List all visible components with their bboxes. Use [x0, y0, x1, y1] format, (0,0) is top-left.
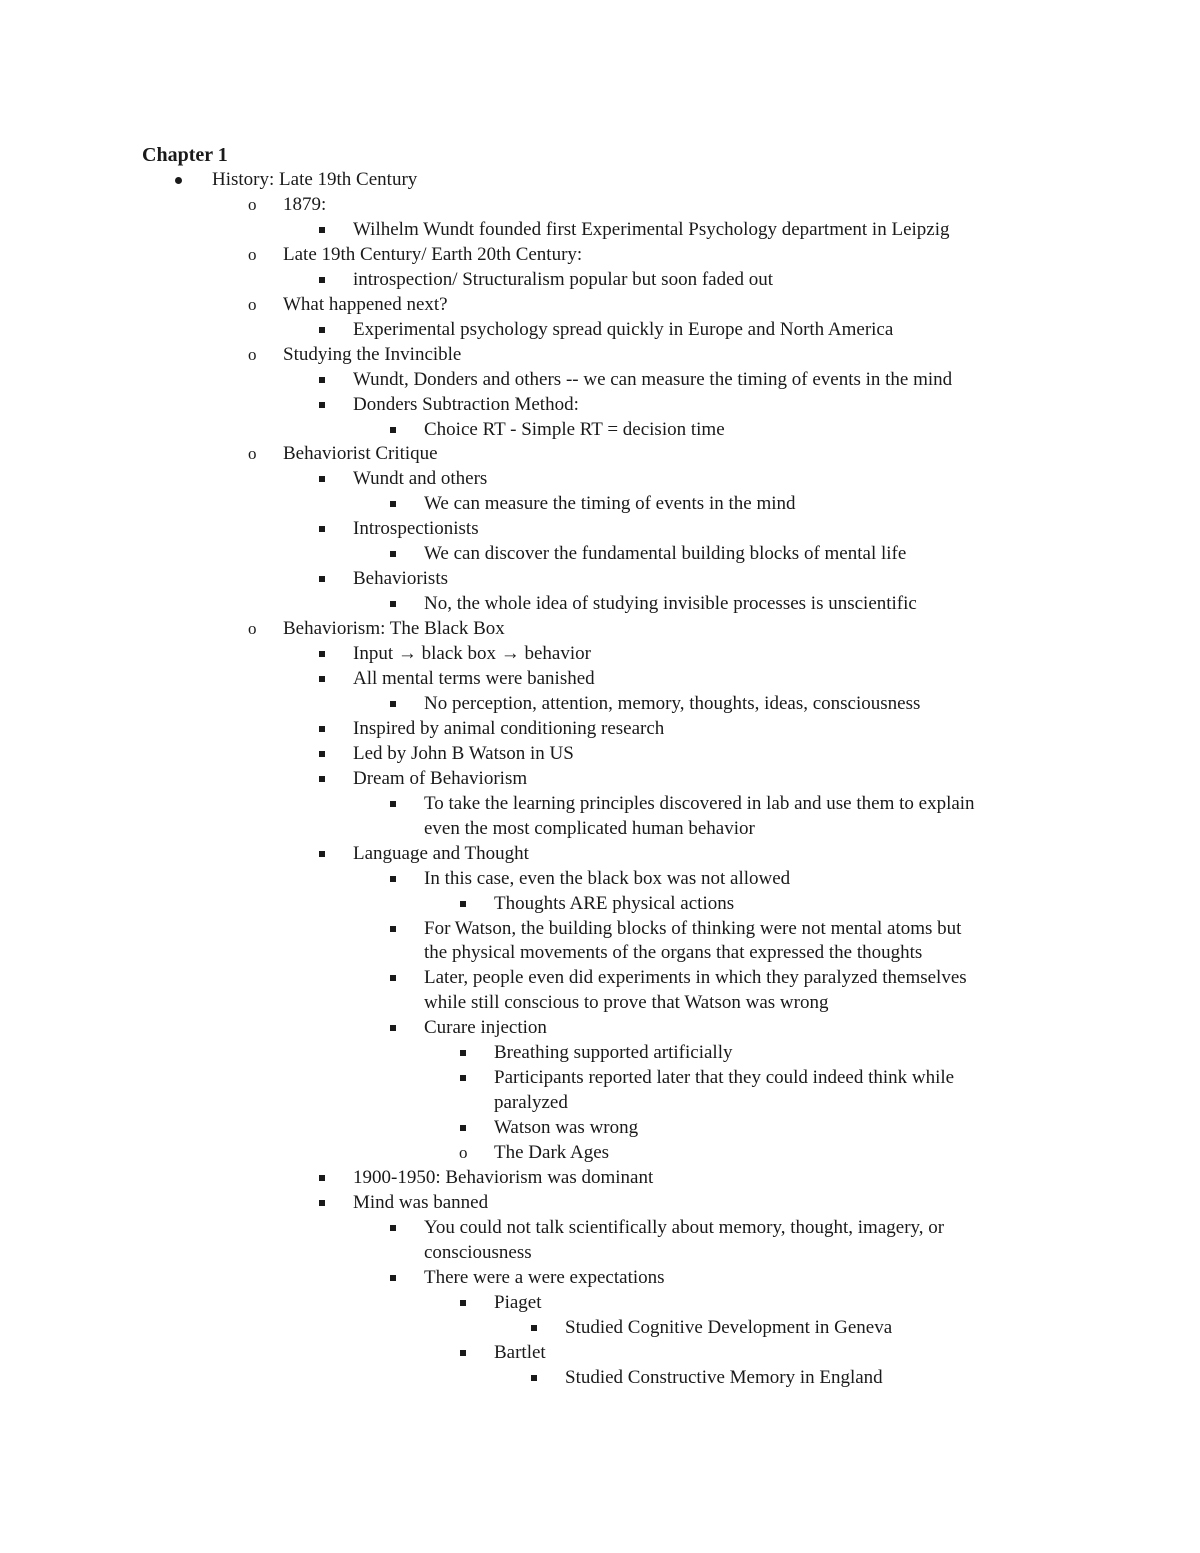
outline-item — [0, 418, 1200, 442]
outline-item-text: What happened next? — [283, 293, 448, 315]
bullet-square-icon — [531, 1375, 537, 1381]
outline-item — [0, 567, 1200, 591]
outline-item-text: Piaget — [494, 1291, 542, 1313]
outline-item-text: Led by John B Watson in US — [353, 742, 574, 764]
outline-item-text: Later, people even did experiments in which they paralyzed themselves — [424, 967, 967, 989]
outline-item — [0, 218, 1200, 242]
outline-item-text: Experimental psychology spread quickly in Europe and North America — [353, 318, 894, 340]
bullet-square-icon — [390, 551, 396, 557]
outline-item — [0, 1291, 1200, 1315]
outline-item — [0, 1241, 1200, 1265]
outline-item — [0, 293, 1200, 317]
outline-item — [0, 892, 1200, 916]
outline-item-text: Studied Cognitive Development in Geneva — [565, 1316, 893, 1338]
outline-item-text: Behaviorist Critique — [283, 443, 438, 465]
outline-item-text: Input → black box → behavior — [353, 643, 591, 665]
bullet-square-icon — [319, 476, 325, 482]
outline-item — [0, 792, 1200, 816]
bullet-square-icon — [319, 1200, 325, 1206]
bullet-square-icon — [390, 1275, 396, 1281]
bullet-square-icon — [460, 901, 466, 907]
outline-item-text: Wundt and others — [353, 468, 488, 490]
outline-item-text: The Dark Ages — [494, 1142, 610, 1164]
outline-item — [0, 717, 1200, 741]
outline-item-text: We can measure the timing of events in the mind — [424, 493, 796, 515]
bullet-circle-icon: o — [248, 619, 257, 639]
outline-item-text: Bartlet — [494, 1341, 546, 1363]
bullet-square-icon — [390, 926, 396, 932]
bullet-square-icon — [460, 1050, 466, 1056]
bullet-square-icon — [319, 751, 325, 757]
bullet-square-icon — [460, 1350, 466, 1356]
outline-item — [0, 1266, 1200, 1290]
bullet-square-icon — [319, 327, 325, 333]
bullet-square-icon — [460, 1300, 466, 1306]
bullet-square-icon — [319, 227, 325, 233]
outline-item-text: History: Late 19th Century — [212, 169, 418, 190]
outline-item — [0, 1116, 1200, 1140]
outline-item-text: Studied Constructive Memory in England — [565, 1366, 883, 1388]
outline-item — [0, 817, 1200, 841]
outline-item — [0, 1166, 1200, 1190]
bullet-square-icon — [319, 402, 325, 408]
outline-item-text: For Watson, the building blocks of thinking were not mental atoms but — [424, 917, 962, 939]
outline-item-text: 1879: — [283, 193, 327, 215]
bullet-square-icon — [390, 601, 396, 607]
outline-item-text: Inspired by animal conditioning research — [353, 717, 665, 739]
outline-item-text: Participants reported later that they could indeed think while — [494, 1067, 955, 1089]
outline-item — [0, 243, 1200, 267]
bullet-square-icon — [319, 1175, 325, 1181]
outline-item-text: To take the learning principles discovered in lab and use them to explain — [424, 792, 975, 814]
bullet-square-icon — [390, 701, 396, 707]
outline-item — [0, 917, 1200, 941]
outline-item-text: No, the whole idea of studying invisible processes is unscientific — [424, 593, 917, 615]
outline-item — [0, 1141, 1200, 1165]
outline-item — [0, 393, 1200, 417]
outline-item — [0, 1316, 1200, 1340]
bullet-circle-icon: o — [248, 444, 257, 464]
outline-item-text: In this case, even the black box was not allowed — [424, 867, 791, 889]
outline-item — [0, 592, 1200, 616]
outline-item-text: Mind was banned — [353, 1191, 489, 1213]
outline-item-text: Thoughts ARE physical actions — [494, 892, 735, 914]
outline-item — [0, 1066, 1200, 1090]
outline-item-text: introspection/ Structuralism popular but soon faded out — [353, 268, 774, 290]
outline-item — [0, 941, 1200, 965]
bullet-circle-icon: o — [248, 194, 257, 214]
outline-item — [0, 517, 1200, 541]
bullet-square-icon — [319, 776, 325, 782]
outline-item-text: while still conscious to prove that Watson was wrong — [424, 992, 829, 1014]
bullet-square-icon — [531, 1325, 537, 1331]
outline-item-text: the physical movements of the organs that expressed the thoughts — [424, 942, 923, 964]
bullet-square-icon — [390, 1025, 396, 1031]
outline-item — [0, 966, 1200, 990]
outline-item-text: even the most complicated human behavior — [424, 817, 755, 839]
bullet-square-icon — [319, 726, 325, 732]
outline-item-text: Behaviorists — [353, 568, 448, 590]
outline-item-text: Wundt, Donders and others -- we can measure the timing of events in the mind — [353, 368, 953, 390]
outline-item — [0, 692, 1200, 716]
outline-item — [0, 467, 1200, 491]
outline-item — [0, 542, 1200, 566]
chapter-heading: Chapter 1 — [142, 144, 228, 166]
outline-item — [0, 1366, 1200, 1390]
bullet-circle-icon: o — [248, 244, 257, 264]
outline-item-text: All mental terms were banished — [353, 668, 595, 689]
outline-item — [0, 1216, 1200, 1240]
bullet-square-icon — [319, 526, 325, 532]
outline-item — [0, 767, 1200, 791]
outline-item-text: paralyzed — [494, 1092, 568, 1114]
bullet-square-icon — [319, 851, 325, 857]
outline-item-text: You could not talk scientifically about memory, thought, imagery, or — [424, 1216, 945, 1238]
bullet-square-icon — [390, 975, 396, 981]
outline-item — [0, 268, 1200, 292]
bullet-square-icon — [390, 876, 396, 882]
outline-item-text: Donders Subtraction Method: — [353, 393, 579, 415]
outline-item — [0, 1341, 1200, 1365]
bullet-square-icon — [390, 501, 396, 507]
outline-item — [0, 642, 1200, 666]
outline-item — [0, 1041, 1200, 1065]
outline-item — [0, 442, 1200, 466]
outline-item-text: We can discover the fundamental building blocks of mental life — [424, 543, 907, 565]
outline-item — [0, 492, 1200, 516]
outline-item-text: Watson was wrong — [494, 1117, 639, 1139]
bullet-circle-icon: o — [459, 1143, 468, 1163]
bullet-dot-icon — [175, 177, 182, 184]
outline-item-text: Introspectionists — [353, 518, 479, 540]
outline-item-text: Behaviorism: The Black Box — [283, 618, 505, 640]
outline-item — [0, 368, 1200, 392]
outline-item — [0, 168, 1200, 192]
outline-item — [0, 1016, 1200, 1040]
outline-item — [0, 1091, 1200, 1115]
outline-item-text: Breathing supported artificially — [494, 1042, 733, 1064]
outline-item — [0, 617, 1200, 641]
outline-item-text: Studying the Invincible — [283, 343, 462, 365]
bullet-circle-icon: o — [248, 344, 257, 364]
outline-item-text: Curare injection — [424, 1017, 547, 1039]
outline-item — [0, 193, 1200, 217]
bullet-circle-icon: o — [248, 294, 257, 314]
outline-item — [0, 742, 1200, 766]
outline-item-text: consciousness — [424, 1241, 532, 1263]
bullet-square-icon — [319, 277, 325, 283]
outline-item — [0, 991, 1200, 1015]
outline-item — [0, 1191, 1200, 1215]
bullet-square-icon — [319, 377, 325, 383]
outline-item — [0, 667, 1200, 691]
bullet-square-icon — [460, 1075, 466, 1081]
outline-item-text: There were a were expectations — [424, 1266, 665, 1288]
outline-item — [0, 318, 1200, 342]
bullet-square-icon — [390, 1225, 396, 1231]
outline-item-text: 1900-1950: Behaviorism was dominant — [353, 1167, 654, 1188]
outline-item — [0, 842, 1200, 866]
outline-item — [0, 867, 1200, 891]
bullet-square-icon — [319, 651, 325, 657]
outline-item-text: No perception, attention, memory, thoughts, ideas, consciousness — [424, 692, 921, 714]
bullet-square-icon — [390, 801, 396, 807]
outline-item-text: Late 19th Century/ Earth 20th Century: — [283, 243, 583, 265]
bullet-square-icon — [460, 1125, 466, 1131]
outline-item — [0, 343, 1200, 367]
bullet-square-icon — [319, 576, 325, 582]
outline-item-text: Dream of Behaviorism — [353, 767, 528, 789]
outline-item-text: Choice RT - Simple RT = decision time — [424, 418, 725, 440]
outline-item-text: Language and Thought — [353, 842, 529, 864]
bullet-square-icon — [319, 676, 325, 682]
bullet-square-icon — [390, 427, 396, 433]
outline-item-text: Wilhelm Wundt founded first Experimental Psychology department in Leipzig — [353, 218, 950, 240]
